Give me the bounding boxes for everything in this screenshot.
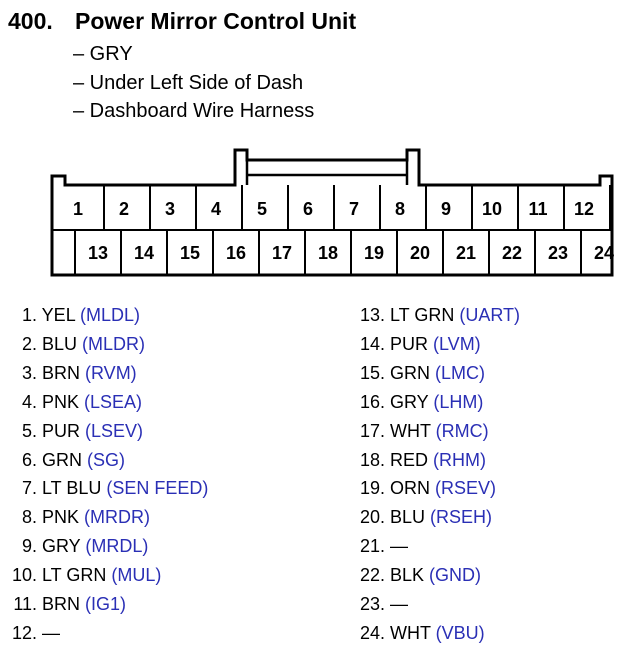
pin-label-22: 22 xyxy=(501,243,523,263)
pin-label-24: 24 xyxy=(593,243,615,263)
pin-entry xyxy=(0,333,481,355)
pin-number: 24. xyxy=(359,622,385,643)
wire-color: ORN xyxy=(385,478,430,499)
pin-number: 11. xyxy=(13,594,37,614)
pin-entry xyxy=(0,564,481,586)
wire-color: BLU xyxy=(37,333,78,354)
pin-number: 4. xyxy=(21,391,37,412)
signal-name: (LSEA) xyxy=(79,391,143,412)
pin-number: 7. xyxy=(21,478,37,499)
pin-number: 5. xyxy=(21,420,37,441)
pin-entry xyxy=(0,304,520,326)
pin-entry xyxy=(0,535,408,557)
pin-entry xyxy=(0,362,485,384)
pin-number: 1. xyxy=(21,305,37,325)
pin-label-13: 13 xyxy=(87,243,109,263)
pin-number: 6. xyxy=(21,449,37,470)
wire-color: PNK xyxy=(37,507,80,528)
pin-entry xyxy=(0,391,483,413)
pin-number: 21. xyxy=(359,536,385,557)
pin-number: 9. xyxy=(21,536,37,557)
pin-label-8: 8 xyxy=(394,199,406,219)
signal-name: (LVM) xyxy=(428,333,481,354)
signal-name: (MRDL) xyxy=(80,536,149,557)
pin-label-23: 23 xyxy=(547,243,569,263)
pin-number: 12. xyxy=(11,622,37,643)
signal-name: (RHM) xyxy=(428,449,486,470)
wire-color: PUR xyxy=(37,420,81,441)
signal-name: (RSEH) xyxy=(425,507,493,528)
wire-color: BLK xyxy=(385,565,425,586)
wire-color: RED xyxy=(385,449,429,470)
wire-color: WHT xyxy=(385,420,431,441)
wire-color: LT GRN xyxy=(37,565,107,586)
signal-name: (LMC) xyxy=(430,362,485,383)
pin-label-16: 16 xyxy=(225,243,247,263)
pin-label-19: 19 xyxy=(363,243,385,263)
wire-color: LT BLU xyxy=(37,478,102,499)
pin-number: 17. xyxy=(359,420,385,441)
pin-label-20: 20 xyxy=(409,243,431,263)
pin-label-18: 18 xyxy=(317,243,339,263)
pin-label-21: 21 xyxy=(455,243,477,263)
pin-label-11: 11 xyxy=(528,199,548,219)
pin-number: 22. xyxy=(359,565,385,586)
pin-number: 19. xyxy=(359,478,385,499)
pin-number: 3. xyxy=(21,362,37,383)
pin-number: 16. xyxy=(359,391,385,412)
signal-name: (MLDR) xyxy=(77,333,146,354)
signal-name: (RMC) xyxy=(430,420,489,441)
signal-name: (MRDR) xyxy=(79,507,150,528)
signal-name: (MLDL) xyxy=(75,305,141,325)
component-name: Power Mirror Control Unit xyxy=(75,8,357,34)
wire-color: GRN xyxy=(37,449,82,470)
pin-number: 14. xyxy=(359,333,385,354)
pin-number: 23. xyxy=(359,594,385,614)
wire-color: BLU xyxy=(385,507,426,528)
pin-label-4: 4 xyxy=(210,199,222,219)
wire-color: — xyxy=(385,536,409,557)
pin-label-3: 3 xyxy=(164,199,176,219)
detail-harness: – Dashboard Wire Harness xyxy=(73,100,315,122)
signal-name: (UART) xyxy=(454,305,521,325)
pin-entry xyxy=(0,593,408,615)
detail-location: – Under Left Side of Dash xyxy=(73,72,304,94)
signal-name: (RVM) xyxy=(80,362,137,383)
signal-name: (LHM) xyxy=(428,391,484,412)
pin-entry xyxy=(0,622,485,644)
wire-color: PNK xyxy=(37,391,80,412)
pin-number: 10. xyxy=(11,565,37,586)
pin-number: 2. xyxy=(21,333,37,354)
signal-name: (VBU) xyxy=(430,622,485,643)
pin-label-1: 1 xyxy=(72,199,84,219)
wire-color: WHT xyxy=(385,622,431,643)
wire-color: PUR xyxy=(385,333,429,354)
wire-color: GRY xyxy=(37,536,81,557)
pin-number: 18. xyxy=(359,449,385,470)
pin-label-6: 6 xyxy=(302,199,314,219)
pin-label-5: 5 xyxy=(256,199,268,219)
wire-color: — xyxy=(37,622,61,643)
detail-color: – GRY xyxy=(73,43,133,65)
pin-label-12: 12 xyxy=(573,199,595,219)
pin-label-9: 9 xyxy=(440,199,452,219)
wire-color: GRY xyxy=(385,391,429,412)
connector-diagram xyxy=(0,0,638,300)
pin-number: 8. xyxy=(21,507,37,528)
pin-number: 20. xyxy=(359,507,385,528)
wire-color: BRN xyxy=(37,594,81,614)
wire-color: YEL xyxy=(37,305,76,325)
signal-name: (RSEV) xyxy=(430,478,497,499)
signal-name: (LSEV) xyxy=(80,420,144,441)
pin-label-7: 7 xyxy=(348,199,360,219)
pin-label-10: 10 xyxy=(481,199,503,219)
pin-number: 13. xyxy=(359,305,385,325)
pin-entry xyxy=(0,477,496,499)
component-number: 400. xyxy=(8,8,53,34)
pin-entry xyxy=(0,449,486,471)
pin-number: 15. xyxy=(359,362,385,383)
wire-color: GRN xyxy=(385,362,430,383)
signal-name: (SEN FEED) xyxy=(101,478,209,499)
wire-color: LT GRN xyxy=(385,305,455,325)
pin-label-14: 14 xyxy=(133,243,155,263)
pin-label-2: 2 xyxy=(118,199,130,219)
signal-name: (IG1) xyxy=(80,594,127,614)
signal-name: (GND) xyxy=(424,565,482,586)
pin-label-17: 17 xyxy=(271,243,293,263)
signal-name: (MUL) xyxy=(106,565,162,586)
signal-name: (SG) xyxy=(82,449,125,470)
pin-entry xyxy=(0,506,492,528)
pin-entry xyxy=(0,420,489,442)
wire-color: BRN xyxy=(37,362,81,383)
pin-label-15: 15 xyxy=(179,243,201,263)
wire-color: — xyxy=(385,594,409,614)
